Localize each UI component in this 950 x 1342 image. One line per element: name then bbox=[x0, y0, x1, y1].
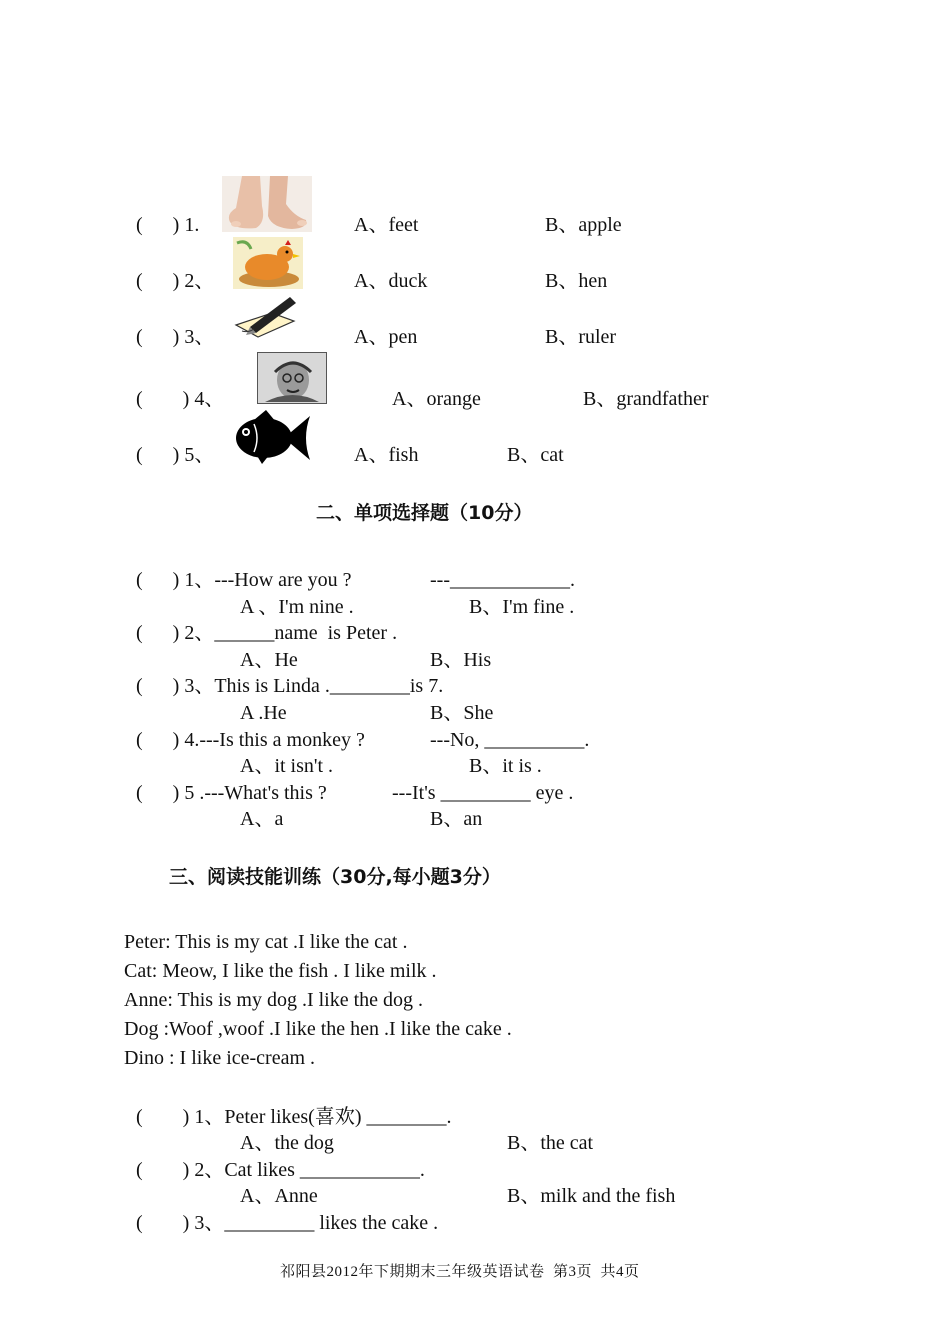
section-3-title: 三、阅读技能训练（30分,每小题3分） bbox=[169, 866, 501, 888]
question-number: ( ) 2、 bbox=[136, 270, 215, 292]
question-text: ( ) 3、This is Linda .________is 7. bbox=[136, 675, 444, 697]
question-reply: ---It's _________ eye . bbox=[392, 782, 574, 804]
option-b: B、ruler bbox=[545, 326, 617, 348]
fish-picture bbox=[232, 410, 312, 464]
option-b: B、His bbox=[430, 649, 492, 671]
option-b: B、milk and the fish bbox=[507, 1185, 676, 1207]
option-b: B、it is . bbox=[469, 755, 542, 777]
question-text: ( ) 2、______name is Peter . bbox=[136, 622, 398, 644]
question-number: ( ) 4、 bbox=[136, 388, 225, 410]
question-text: ( ) 1、---How are you ? bbox=[136, 569, 352, 591]
hen-picture bbox=[233, 237, 303, 289]
option-b: B、the cat bbox=[507, 1132, 594, 1154]
option-b: B、I'm fine . bbox=[469, 596, 575, 618]
option-b: B、grandfather bbox=[583, 388, 709, 410]
option-a: A、fish bbox=[354, 444, 419, 466]
question-reply: ---No, __________. bbox=[430, 729, 590, 751]
question-text: ( ) 1、Peter likes(喜欢) ________. bbox=[136, 1106, 452, 1128]
option-b: B、an bbox=[430, 808, 483, 830]
question-text: ( ) 4.---Is this a monkey ? bbox=[136, 729, 365, 751]
option-b: B、hen bbox=[545, 270, 608, 292]
section-2-title: 二、单项选择题（10分） bbox=[316, 502, 533, 524]
pen-picture bbox=[232, 291, 302, 343]
passage-line: Cat: Meow, I like the fish . I like milk . bbox=[124, 960, 437, 982]
question-number: ( ) 5、 bbox=[136, 444, 215, 466]
option-b: B、cat bbox=[507, 444, 564, 466]
question-text: ( ) 2、Cat likes ____________. bbox=[136, 1159, 425, 1181]
option-a: A 、I'm nine . bbox=[240, 596, 354, 618]
passage-line: Anne: This is my dog .I like the dog . bbox=[124, 989, 424, 1011]
question-text: ( ) 5 .---What's this ? bbox=[136, 782, 327, 804]
passage-line: Dino : I like ice-cream . bbox=[124, 1047, 316, 1069]
option-a: A、feet bbox=[354, 214, 419, 236]
option-a: A .He bbox=[240, 702, 287, 724]
option-b: B、apple bbox=[545, 214, 622, 236]
question-number: ( ) 3、 bbox=[136, 326, 215, 348]
option-a: A、a bbox=[240, 808, 284, 830]
option-a: A、He bbox=[240, 649, 298, 671]
option-a: A、the dog bbox=[240, 1132, 334, 1154]
passage-line: Dog :Woof ,woof .I like the hen .I like the cake . bbox=[124, 1018, 512, 1040]
option-b: B、She bbox=[430, 702, 494, 724]
option-a: A、duck bbox=[354, 270, 428, 292]
option-a: A、orange bbox=[392, 388, 481, 410]
question-reply: ---____________. bbox=[430, 569, 575, 591]
question-text: ( ) 3、_________ likes the cake . bbox=[136, 1212, 439, 1234]
option-a: A、pen bbox=[354, 326, 418, 348]
feet-picture bbox=[222, 176, 312, 232]
page-footer: 祁阳县2012年下期期末三年级英语试卷 第3页 共4页 bbox=[280, 1264, 640, 1280]
option-a: A、Anne bbox=[240, 1185, 318, 1207]
question-number: ( ) 1. bbox=[136, 214, 200, 236]
option-a: A、it isn't . bbox=[240, 755, 334, 777]
grandfather-picture bbox=[257, 352, 327, 404]
passage-line: Peter: This is my cat .I like the cat . bbox=[124, 931, 408, 953]
